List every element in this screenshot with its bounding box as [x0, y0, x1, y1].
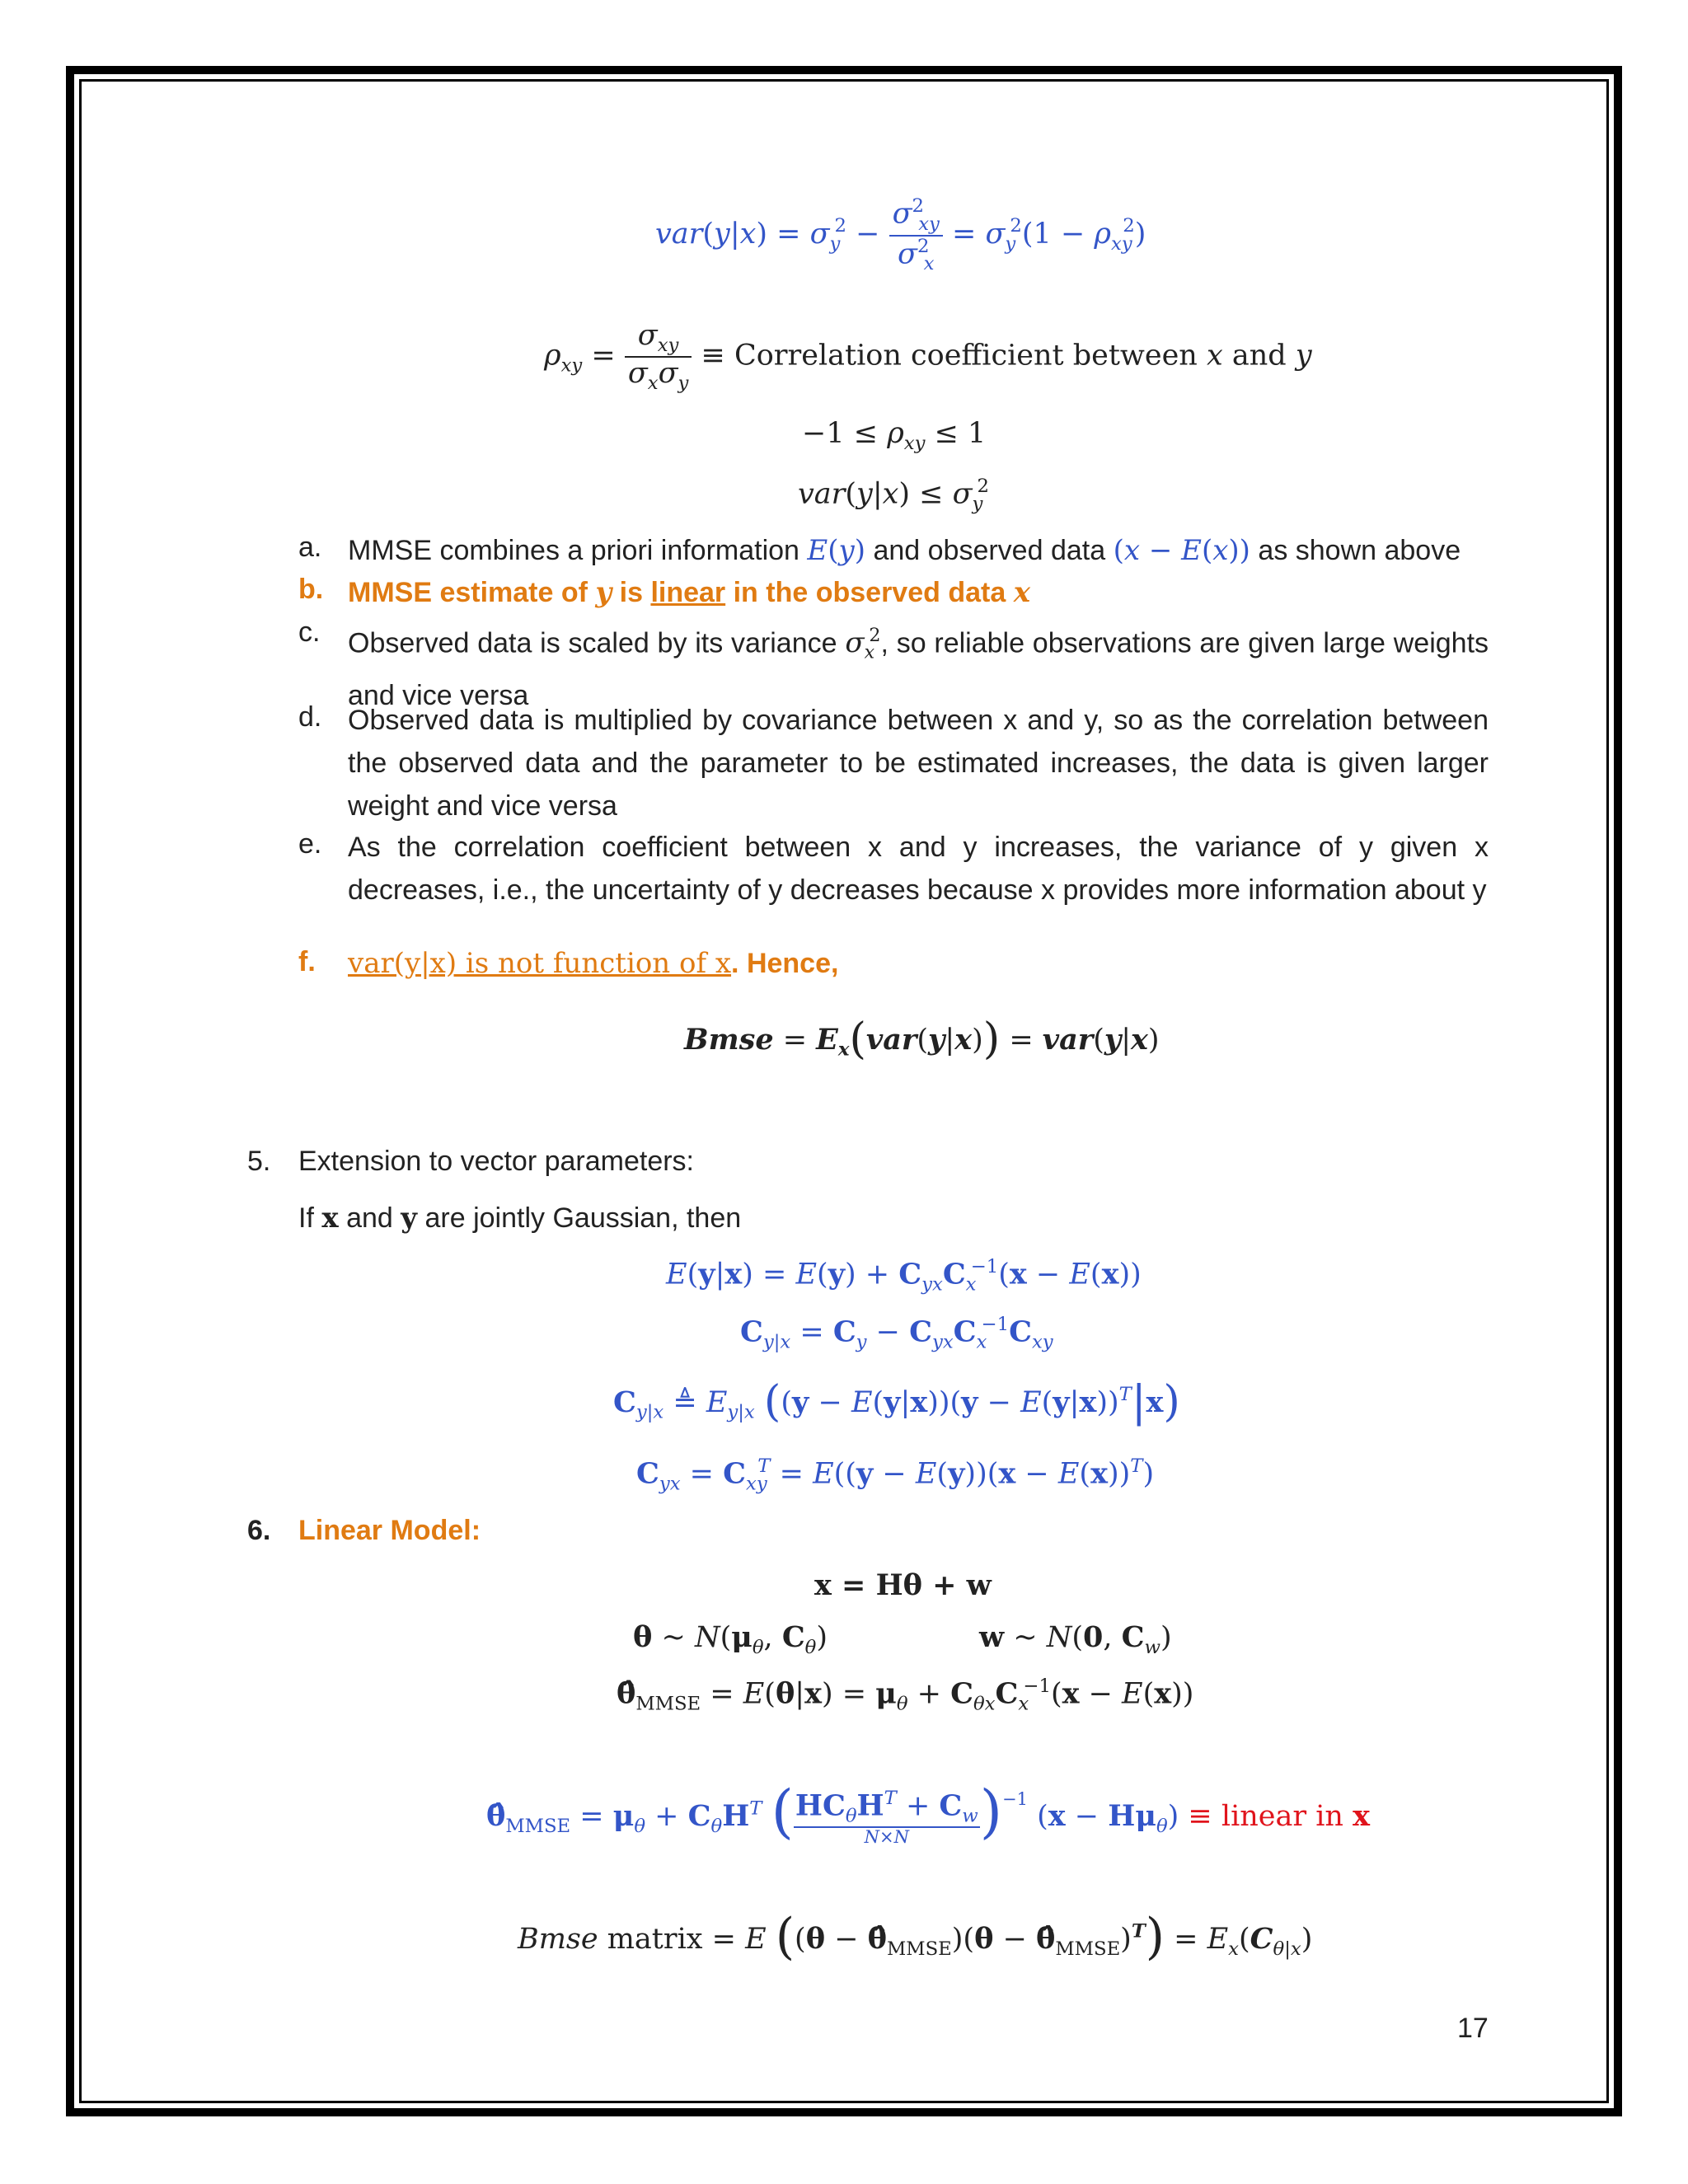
eq-bmse-matrix: Bmse matrix = E ($(\theta - \thetâ_{MMSE})(\theta$ − $\thetâ_{MMSE})^T) = E_x(C_{\theta|x})$ [518, 1909, 1313, 1966]
eq-theta-mmse-linear: $\thetâ_{MMSE} = \mu_\theta + C_\theta H^T$ ($HC_\theta H^T + C_w$ N×N )$^{-1}$ $(x - H\mu_\theta)$ ≡ linear in x [486, 1778, 1370, 1848]
eq-cross-cov: $C_{yx} = C_{xy}^T = E((y - E(y))(x - E(x))^T)$ [636, 1455, 1155, 1495]
section-6-number: 6. [247, 1515, 271, 1546]
eq-correlation-bounds: $-1 \le \rho_{xy} \le 1$ [802, 417, 987, 454]
section-5-number: 5. [247, 1146, 271, 1177]
list-item-c: Observed data is scaled by its variance $\sigma_x^2$, so reliable observations are given large weights and vice versa [348, 625, 1489, 711]
eq-correlation-definition: $\rho_{xy}$ = $\frac{\sigma_{xy}}{\sigma_x\sigma_y}$ ≡ Correlation coefficient between x and y [544, 319, 1312, 394]
list-label-b: b. [298, 574, 324, 605]
list-label-f: f. [298, 946, 316, 977]
page-number: 17 [1457, 2013, 1489, 2044]
list-label-a: a. [298, 532, 322, 563]
eq-bmse: Bmse = $E_x(var(y|x)) = var(y|x)$ [684, 1014, 1160, 1064]
list-label-d: d. [298, 701, 322, 733]
list-item-a: MMSE combines a priori information E(y) and observed data (x − E(x)) as shown above [348, 534, 1461, 567]
section-6-title: Linear Model: [298, 1515, 481, 1546]
list-item-b: MMSE estimate of y is linear in the observed data x [348, 576, 1030, 609]
eq-vector-conditional-mean: $E(y|x) = E(y) + C_{yx}C_x^{-1}(x - E(x))$ [666, 1256, 1142, 1296]
section-5-title: Extension to vector parameters: [298, 1146, 695, 1177]
list-label-c: c. [298, 616, 321, 648]
eq-theta-mmse-general: $\thetâ_{MMSE} = E(\theta|x) = \mu_\theta + C_{\theta x}C_x^{-1}(x - E(x))$ [617, 1675, 1194, 1715]
eq-noise-distribution: w ~ N(0, $C_w$) [979, 1620, 1172, 1658]
list-item-f: var(y|x) is not function of x. Hence, [348, 947, 839, 980]
eq-linear-model: x = Hθ + w [814, 1568, 992, 1602]
section-5-intro: If x and y are jointly Gaussian, then [298, 1202, 742, 1235]
eq-variance-inequality: $var(y|x) \le \sigma_y^2$ [798, 476, 990, 515]
list-label-e: e. [298, 828, 322, 860]
eq-conditional-variance: $var(y|x) = \sigma_y^2$ − $\frac{\sigma^2_{xy}}{\sigma^2_x}$ = $\sigma_y^2(1 - \rho_{xy}^2)$ [655, 195, 1146, 275]
eq-theta-prior: θ ~ $N(\mu_\theta$, $C_\theta$) [633, 1620, 828, 1658]
eq-conditional-cov-definition: $C_{y|x}$ ≜ $E_{y|x}$ $((y - E(y|x))(y - E(y|x))^T|x)$ [613, 1376, 1180, 1427]
list-item-d: Observed data is multiplied by covariance between x and y, so as the correlation between the observed data and the parameter to be estimated increases, the data is given larger weight and vice versa [348, 705, 1489, 822]
list-item-e: As the correlation coefficient between x and y increases, the variance of y given x decreases, i.e., the uncertainty of y decreases because x provides more information about y [348, 832, 1489, 906]
eq-vector-conditional-cov: $C_{y|x} = C_y - C_{yx}C_x^{-1}C_{xy}$ [740, 1314, 1053, 1353]
